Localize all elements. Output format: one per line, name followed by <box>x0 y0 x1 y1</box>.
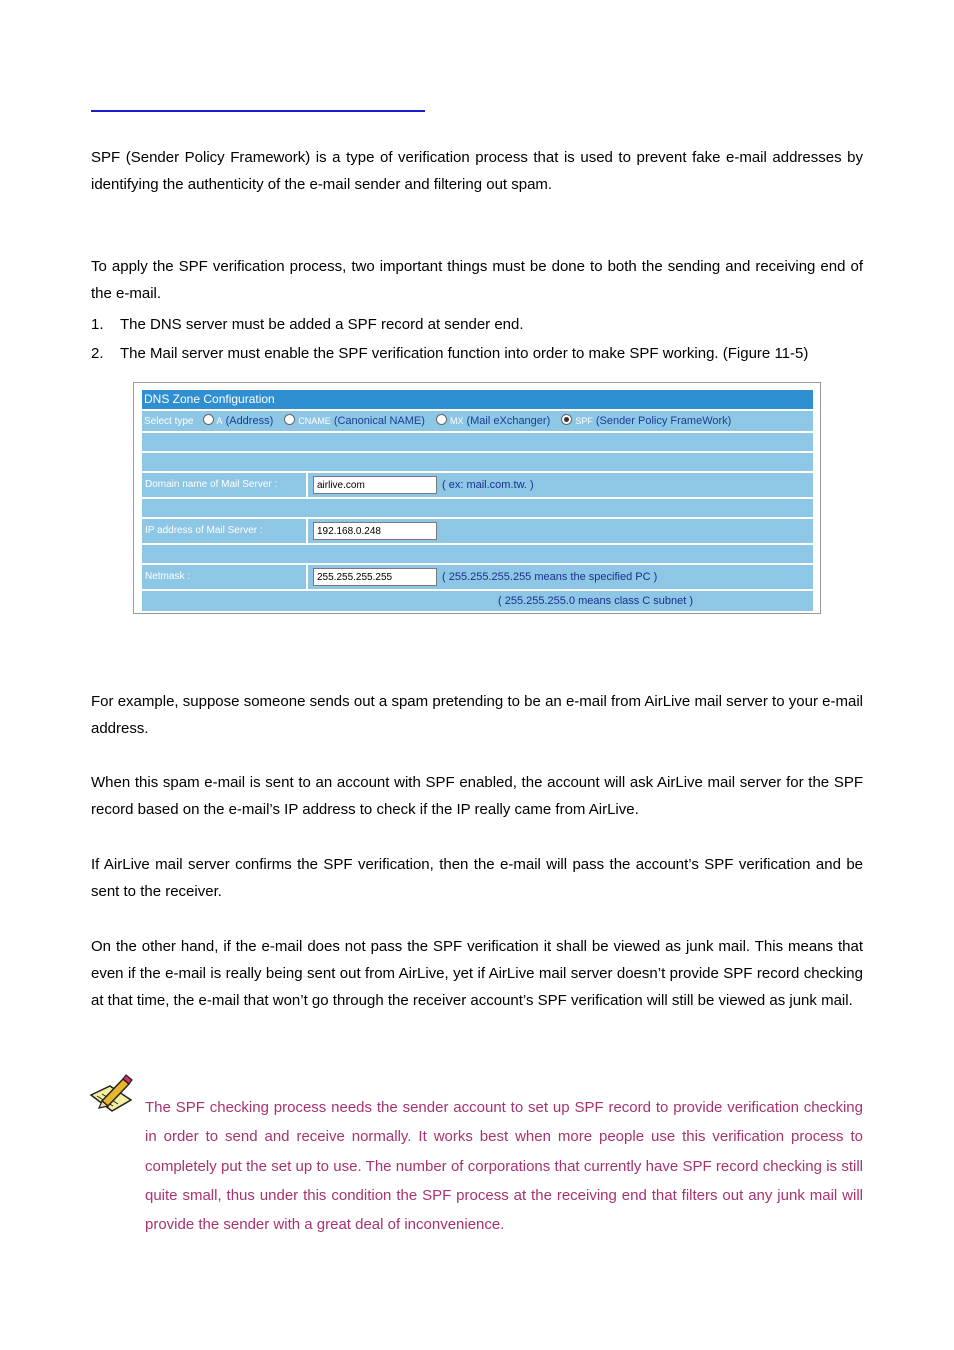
netmask-hint-row <box>142 591 813 611</box>
type-option-mx[interactable]: MX (Mail eXchanger) <box>436 415 550 427</box>
section-title-underline <box>91 110 425 112</box>
intro-paragraph: SPF (Sender Policy Framework) is a type of verification process that is used to prevent fake e-mail addresses by identifying the authenticity of the e-mail sender and filtering out spam. <box>91 149 863 193</box>
spacer-row <box>142 499 813 519</box>
list-number: 2. <box>91 345 104 362</box>
list-text: The Mail server must enable the SPF verification function into order to make SPF working. (Figure 11-5) <box>120 345 809 362</box>
example-paragraph: For example, suppose someone sends out a spam pretending to be an e-mail from AirLive mail server to your e-mail address. <box>91 693 863 737</box>
radio-icon[interactable] <box>436 414 447 425</box>
spacer-row <box>142 545 813 565</box>
list-number: 1. <box>91 316 104 333</box>
spacer-row <box>142 453 813 473</box>
note-text: The SPF checking process needs the sender account to set up SPF record to provide verification checking in order to send and receive normally. It works best when more people use this verification process to completely put the set up to use. The number of corporations that currently have SPF record checking is still quite small, thus under this condition the SPF process at the receiving end that filters out any junk mail will provide the sender with a great deal of inconvenience. <box>145 1099 863 1234</box>
netmask-hint: ( 255.255.255.255 means the specified PC ) <box>442 571 658 583</box>
domain-input[interactable] <box>313 476 437 494</box>
domain-hint: ( ex: mail.com.tw. ) <box>442 479 534 491</box>
spacer-row <box>142 433 813 453</box>
junk-mail-paragraph: On the other hand, if the e-mail does not pass the SPF verification it shall be viewed as junk mail. This means that even if the e-mail is really being sent out from AirLive, yet if AirLive mail server doesn’t provide SPF record checking at that time, the e-mail that won’t go through the receiver account’s SPF verification will still be viewed as junk mail. <box>91 938 863 1009</box>
ip-label: IP address of Mail Server : <box>142 519 308 543</box>
dns-zone-figure <box>133 382 821 614</box>
ip-row <box>142 519 813 545</box>
radio-icon[interactable] <box>203 414 214 425</box>
select-type-row <box>142 411 813 433</box>
domain-row <box>142 473 813 499</box>
dns-zone-config-panel <box>142 390 813 611</box>
list-text: The DNS server must be added a SPF record at sender end. <box>120 316 524 333</box>
spf-enabled-paragraph: When this spam e-mail is sent to an account with SPF enabled, the account will ask AirLive mail server for the SPF record based on the e-mail’s IP address to check if the IP really came from AirLive. <box>91 774 863 818</box>
netmask-input[interactable] <box>313 568 437 586</box>
type-option-spf[interactable]: SPF (Sender Policy FrameWork) <box>561 415 731 427</box>
ip-input[interactable] <box>313 522 437 540</box>
apply-paragraph: To apply the SPF verification process, two important things must be done to both the sending and receiving end of the e-mail. <box>91 258 863 302</box>
pencil-note-icon <box>88 1073 134 1115</box>
panel-header: DNS Zone Configuration <box>142 390 813 411</box>
confirm-paragraph: If AirLive mail server confirms the SPF verification, then the e-mail will pass the account’s SPF verification and be sent to the receiver. <box>91 856 863 900</box>
radio-icon[interactable] <box>284 414 295 425</box>
list-item <box>91 311 871 338</box>
netmask-hint-class-c: ( 255.255.255.0 means class C subnet ) <box>498 595 694 607</box>
type-option-a[interactable]: A (Address) <box>203 415 274 427</box>
radio-selected-icon[interactable] <box>561 414 572 425</box>
list-item <box>91 340 871 367</box>
netmask-label: Netmask : <box>142 565 308 589</box>
domain-label: Domain name of Mail Server : <box>142 473 308 497</box>
type-option-cname[interactable]: CNAME (Canonical NAME) <box>284 415 425 427</box>
select-type-label: Select type <box>144 416 194 427</box>
netmask-row <box>142 565 813 591</box>
